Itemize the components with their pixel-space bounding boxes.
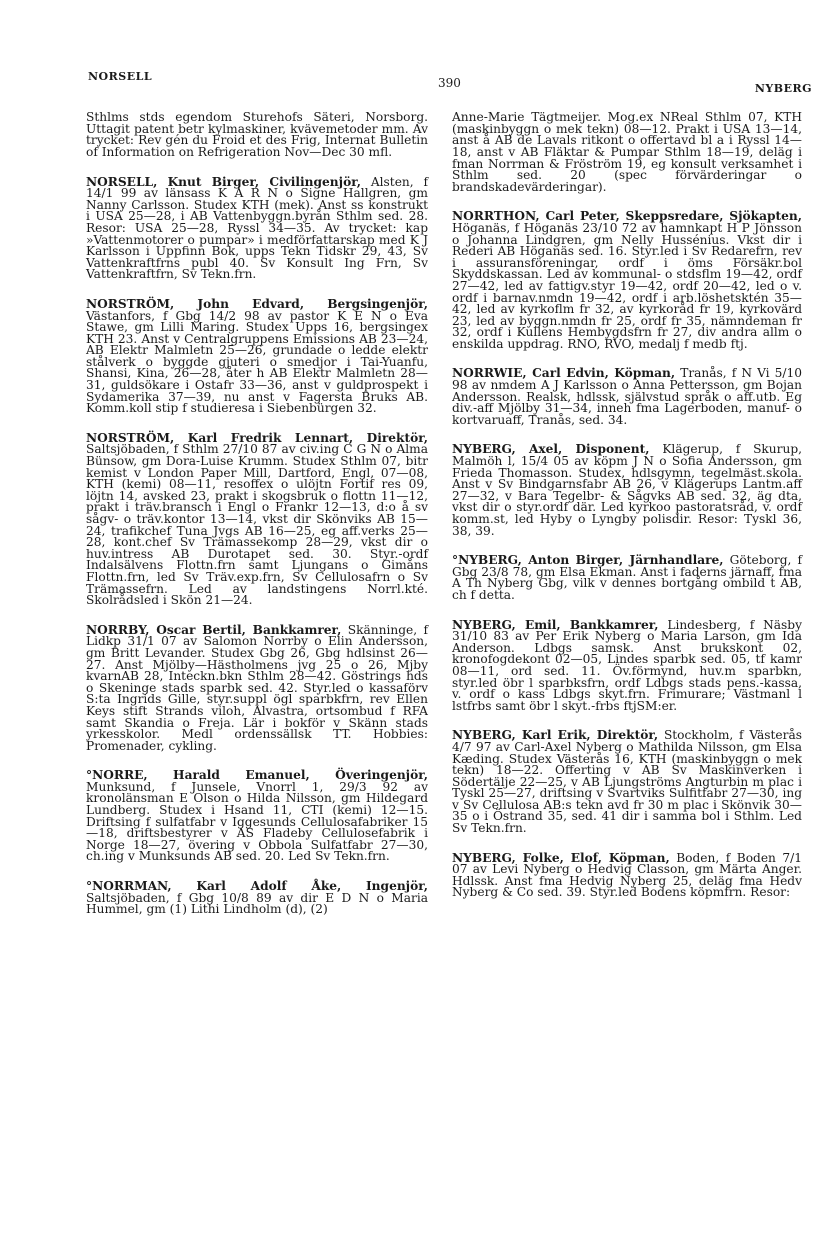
entry-norsell-knut: [86, 174, 428, 282]
entry-norrby-oscar: [86, 622, 429, 753]
entry-nyberg-axel: [452, 444, 802, 537]
entry-text: Saltsjöbaden, f Gbg 10/8 89 av dir E D N o Maria Hummel, gm (1) Lithi Lindholm (d), (2): [86, 890, 428, 917]
entry-text: Stockholm, f Västerås 4/7 97 av Carl-Axel Nyberg o Mathilda Nilsson, gm Elsa Kæding. Studex Västerås 16, KTH (maskinbyggn o mek tekn) 18—22. Offerting v AB Sv Maskinverken i Södertälje 22—25, v AB Ljungströms Angturbin m plac i Tyskl 25—27, driftsing v Svartviks Sulfitfabr 27—30, ing v Sv Cellulosa AB:s tekn avd fr 30 m plac i Skönvik 30—35 o i Östrand 35, sed. 41 dir i samma bol i Sthlm. Led Sv Tekn.frn.: [452, 728, 802, 836]
entry-nyberg-folke: [452, 850, 803, 900]
entry-lead: NORSTRÖM, John Edvard, Bergsingenjör,: [86, 296, 428, 311]
right-column: [452, 100, 802, 917]
entry-continuation: [86, 112, 428, 158]
entry-text: Anne-Marie Tägtmeijer. Mog.ex NReal Sthlm 07, KTH (maskinbyggn o mek tekn) 08—12. Prakt i USA 13—14, anst å AB de Lavals ritkont o offertavd bl a i Ryssl 14—18, anst v AB Fläktar & Pumpar Sthlm 18—19, deläg i fman Norrman & Fröström 19, eg konsult verksamhet i Sthlm sed. 20 (spec förvärderingar o brandskadevärderingar).: [452, 110, 802, 194]
entry-text: Boden, f Boden 7/1 07 av Levi Nyberg o Hedvig Classon, gm Märta Anger. Hdlssk. Anst fma Hedvig Nyberg 25, deläg fma Hedv Nyberg & Co sed. 39. Styr.led Bodens köpmfrn. Resor:: [452, 850, 803, 900]
entry-text: Höganäs, f Höganäs 23/10 72 av hamnkapt H P Jönsson o Johanna Lindgren, gm Nelly Hussénius. Vkst dir i Rederi AB Höganäs sed. 16. Styr.led i Sv Redarefrn, rev i assuransföreningar, ordf i öms Försäkr.bol Skyddskassan. Led av kommunal- o stdsflm 19—42, ordf 27—42, led av fattigv.styr 19—42, ordf 20—42, led o v. ordf i barnav.nmdn 19—42, ordf i arb.löshetsktén 35—42, led av kyrkoflm fr 32, av kyrkoråd fr 19, kyrkovärd 23, led av byggn.nmdn fr 25, ordf fr 35, nämndeman fr 32, ordf i Kullens Hembygdsfrn fr 27, div andra allm o enskilda uppdrag. RNO, RVO, medalj f medb ftj.: [452, 220, 802, 351]
entry-norrthon-carl: [452, 211, 802, 350]
entry-norstrom-karl: [86, 430, 428, 608]
entry-text: Västanfors, f Gbg 14/2 98 av pastor K E N o Eva Stawe, gm Lilli Maring. Studex Upps 16, bergsingex KTH 23. Anst v Centralgruppens Emissions AB 23—24, AB Elektr Malmletn 25—26, grundade o ledde elektr stålverk o byggde gjuteri o smedjor i Tai-Yuanfu, Shansi, Kina, 26—28, åter h AB Elektr Malmletn 28—31, guldsökare i Ostafr 33—36, anst v guldprospekt i Sydamerika 37—39, nu anst v Fagersta Bruks AB. Komm.koll stip f studieresa i Siebenbürgen 32.: [86, 308, 428, 416]
entry-lead: NYBERG, Emil, Bankkamrer,: [452, 617, 659, 632]
header-right-running-title: NYBERG: [754, 82, 812, 95]
entry-text: Saltsjöbaden, f Sthlm 27/10 87 av civ.ing C G N o Alma Bünsow, gm Dora-Luise Krumm. Studex Sthlm 07, bitr kemist v London Paper Mill, Dartford, Engl, 07—08, KTH (kemi) 08—11, resoffex o ulöjtn Fortif res 09, löjtn 14, avsked 23, prakt i skogsbruk o flottn 11—12, prakt i träv.bransch i Engl o Frankr 12—13, d:o å sv sågv- o träv.kontor 13—14, vkst dir Skönviks AB 15—24, trafikchef Tuna Jvgs AB 16—25, eg aff.verks 25—28, kont.chef Sv Trämassekomp 28—29, vkst dir o huv.intress AB Durotapet sed. 30. Styr.-ordf Indalsälvens Flottn.frn samt Ljungans o Gimåns Flottn.frn, led Sv Träv.exp.frn, Sv Cellulosafrn o Sv Trämassefrn. Led av landstingens Norrl.kté. Skolrådsled i Skön 21—24.: [86, 442, 428, 608]
entry-lead: NORSTRÖM, Karl Fredrik Lennart, Direktör,: [86, 430, 428, 445]
entry-text: Skänninge, f Lidkp 31/1 07 av Salomon Norrby o Elin Andersson, gm Britt Levander. Studex Gbg 26, Gbg hdlsinst 26—27. Anst Mjölby—Hästholmens jvg 25 o 26, Mjby kvarnAB 28, Inteckn.bkn Sthlm 28—42. Göstrings hds o Skeninge stads sparbk sed. 42. Styr.led o kassaförv S:ta Ingrids Gille, styr.suppl ögl sparbkfrn, rev Ellen Keys stift Strands viloh, Alvastra, ortsombud f RFA samt Skandia o Freja. Lär i bokför v Skänn stads yrkesskolor. Medl ordenssällsk TT. Hobbies: Promenader, cykling.: [86, 622, 429, 753]
entry-text: Göteborg, f Gbg 23/8 78, gm Elsa Ekman. Anst i faderns järnaff, fma A Th Nyberg Gbg, vilk v dennes bortgång ombild t AB, ch f detta.: [452, 553, 802, 602]
entry-norrman-karl: [86, 881, 428, 916]
left-column: [86, 100, 428, 934]
entry-continuation: [452, 112, 802, 193]
entry-text: Sthlms stds egendom Sturehofs Säteri, Norsborg. Uttagit patent betr kylmaskiner, kvävemetoder mm. Av trycket: Rev gén du Froid et des Frig, Internat Bulletin of Information on Refrigeration Nov—Dec 30 mfl.: [86, 110, 428, 159]
entry-lead: °NORRE, Harald Emanuel, Överingenjör,: [86, 768, 428, 783]
entry-nyberg-karl-erik: [452, 730, 802, 834]
entry-lead: NYBERG, Karl Erik, Direktör,: [452, 728, 659, 743]
entry-nyberg-emil: [452, 617, 802, 713]
page-header: [0, 68, 840, 98]
entry-text: Alsten, f 14/1 99 av länsass K A R N o Signe Hallgren, gm Nanny Carlsson. Studex KTH (mek). Anst ss konstrukt i USA 25—28, i AB Vattenbyggn.byrån Sthlm sed. 28. Resor: USA 25—28, Ryssl 34—35. Av trycket: kap »Vattenmotorer o pumpar» i medförfattarskap med K J Karlsson i Uppfinn Bok, upps Tekn Tidskr 29, 43, Sv Vattenkraftfrns publ 40. Sv Konsult Ing Frn, Sv Vattenkraftfrn, Sv Tekn.frn.: [86, 174, 428, 282]
entry-lead: NORRBY, Oscar Bertil, Bankkamrer,: [86, 622, 342, 637]
entry-norrwie-carl: [452, 368, 802, 426]
entry-text: Lindesberg, f Näsby 31/10 83 av Per Erik Nyberg o Maria Larson, gm Ida Anderson. Ldbgs samsk. Anst brukskont 02, kronofogdekont 02—05, Lindes sparbk sed. 05, tf kamr 08—11, ord sed. 11. Öv.förmynd, huv.m sparbkn, styr.led öbr l sparbksfrn, ordf Ldbgs stads pens.-kassa, v. ordf o kass Ldbgs skyt.frn. Frimurare; Västmanl l lstfrbs samt öbr l skyt.-frbs ftjSM:er.: [452, 617, 802, 713]
entry-text: Klägerup, f Skurup, Malmöh l, 15/4 05 av köpm J N o Sofia Andersson, gm Frieda Thomasson. Studex, hdlsgymn, tegelmäst.skola. Anst v Sv Bindgarnsfabr AB 26, v Klägerups Lantm.aff 27—32, v Bara Tegelbr- & Sågvks AB sed. 32, äg dta, vkst dir o styr.ordf där. Led kyrkoo pastoratsråd, v. ordf komm.st, led Hyby o Lyngby polisdir. Resor: Tyskl 36, 38, 39.: [452, 442, 803, 538]
entry-lead: NYBERG, Axel, Disponent,: [452, 442, 650, 457]
entry-norre-harald: [86, 770, 428, 863]
entry-lead: °NORRMAN, Karl Adolf Åke, Ingenjör,: [86, 879, 428, 894]
entry-lead: NORSELL, Knut Birger, Civilingenjör,: [86, 174, 361, 189]
entry-norstrom-john: [86, 296, 428, 416]
entry-nyberg-anton: [452, 555, 802, 601]
entry-text: Munksund, f Junsele, Vnorrl 1, 29/3 92 av kronolänsman E Olson o Hilda Nilsson, gm Hildegard Lundberg. Studex i Hsand 11, CTI (kemi) 12—15. Driftsing f sulfatfabr v Iggesunds Cellulosafabriker 15—18, driftsbestyrer v AS Fladeby Cellulosefabrik i Norge 18—27, övering v Obbola Sulfatfabr 27—30, ch.ing v Munksunds AB sed. 20. Led Sv Tekn.frn.: [86, 779, 428, 864]
header-left-running-title: NORSELL: [88, 70, 153, 83]
page-number: 390: [438, 76, 461, 90]
entry-lead: NORRTHON, Carl Peter, Skeppsredare, Sjökapten,: [452, 209, 802, 224]
entry-lead: °NYBERG, Anton Birger, Järnhandlare,: [452, 553, 724, 568]
entry-lead: NORRWIE, Carl Edvin, Köpman,: [452, 366, 676, 381]
entry-text: Tranås, f N Vi 5/10 98 av nmdem A J Karlsson o Anna Pettersson, gm Bojan Andersson. Realsk, hdlssk, självstud språk o aff.utb. Eg div.-aff Mjölby 31—34, inneh fma Lagerboden, manuf- o kortvaruaff, Tranås, sed. 34.: [452, 366, 802, 427]
entry-lead: NYBERG, Folke, Elof, Köpman,: [452, 850, 670, 865]
